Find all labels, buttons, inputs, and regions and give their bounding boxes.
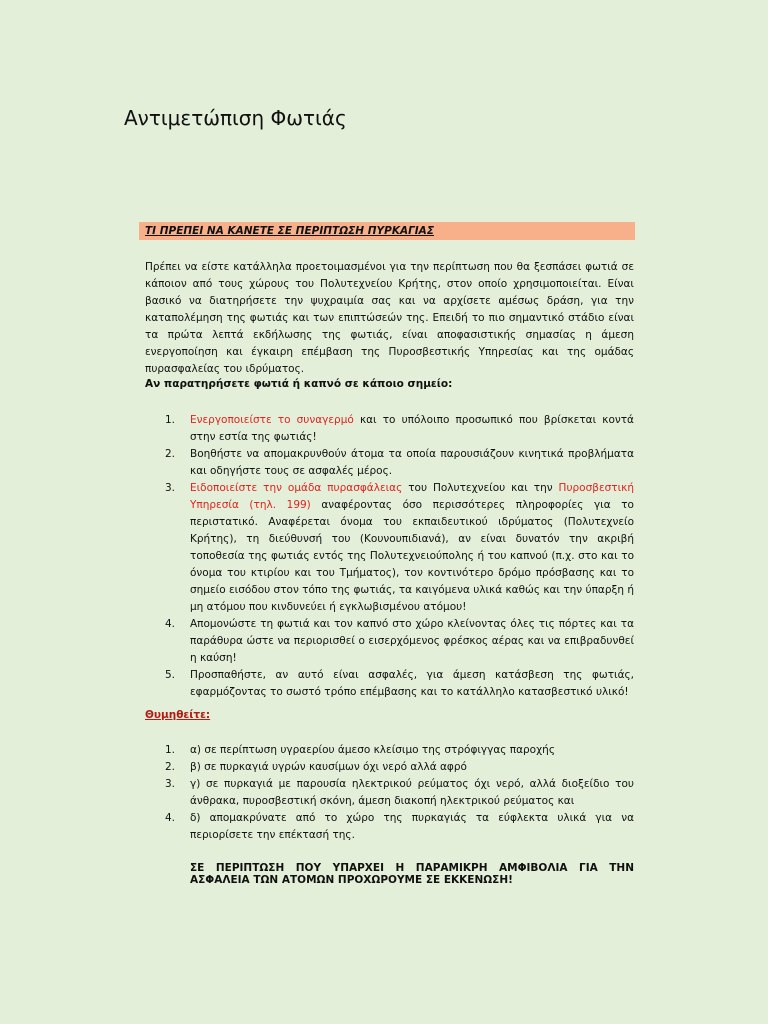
banner-heading: ΤΙ ΠΡΕΠΕΙ ΝΑ ΚΑΝΕΤΕ ΣΕ ΠΕΡΙΠΤΩΣΗ ΠΥΡΚΑΓΙΑΣ	[145, 225, 434, 237]
list-item	[165, 776, 634, 810]
item-text: α) σε περίπτωση υγραερίου άμεσο κλείσιμο της στρόφιγγας παροχής	[190, 744, 555, 756]
evacuation-warning: ΣΕ ΠΕΡΙΠΤΩΣΗ ΠΟΥ ΥΠΑΡΧΕΙ Η ΠΑΡΑΜΙΚΡΗ ΑΜΦΙΒΟΛΙΑ ΓΙΑ ΤΗΝ ΑΣΦΑΛΕΙΑ ΤΩΝ ΑΤΟΜΩΝ ΠΡΟΧΩΡΟΥΜΕ ΣΕ ΕΚΚΕΝΩΣΗ!	[190, 862, 634, 886]
list-number: 4.	[165, 618, 176, 630]
list-item	[165, 480, 634, 616]
highlighted-text: Πυροσβεστική Υπηρεσία (τηλ. 199)	[190, 482, 635, 511]
item-text: γ) σε πυρκαγιά με παρουσία ηλεκτρικού ρεύματος όχι νερό, αλλά διοξείδιο του άνθρακα, πυροσβεστική σκόνη, άμεση διακοπή ηλεκτρικού ρεύματος και	[190, 778, 634, 807]
section-banner	[139, 222, 635, 240]
list-number: 3.	[165, 778, 176, 790]
list-item	[165, 667, 634, 701]
steps-list	[165, 412, 634, 701]
item-text: και το υπόλοιπο προσωπικό που βρίσκεται κοντά στην εστία της φωτιάς!	[190, 414, 634, 443]
intro-paragraph: Πρέπει να είστε κατάλληλα προετοιμασμένοι για την περίπτωση που θα ξεσπάσει φωτιά σε κάποιον από τους χώρους του Πολυτεχνείου Κρήτης, στον οποίο χρησιμοποιείται. Είναι βασικό να διατηρήσετε την ψυχραιμία σας και να αρχίσετε αμέσως δράση, για την καταπολέμηση της φωτιάς και των επιπτώσεών της. Επειδή το πιο σημαντικό στάδιο είναι τα πρώτα λεπτά εκδήλωσης της φωτιάς, είναι αποφασιστικής σημασίας η άμεση ενεργοποίηση και έγκαιρη επέμβαση της Πυροσβεστικής Υπηρεσίας και της ομάδας πυρασφαλείας του ιδρύματος.	[145, 261, 634, 375]
item-text: Βοηθήστε να απομακρυνθούν άτομα τα οποία παρουσιάζουν κινητικά προβλήματα και οδηγήστε τους σε ασφαλές μέρος.	[190, 448, 634, 477]
list-item	[165, 759, 634, 776]
list-number: 2.	[165, 448, 176, 460]
item-text: του Πολυτεχνείου και την	[402, 482, 559, 494]
remember-heading: Θυμηθείτε:	[145, 709, 211, 721]
list-item	[165, 446, 634, 480]
highlighted-text: Ενεργοποιείστε το συναγερμό	[190, 414, 354, 426]
list-number: 5.	[165, 669, 176, 681]
steps-subheading: Αν παρατηρήσετε φωτιά ή καπνό σε κάποιο σημείο:	[145, 378, 453, 390]
highlighted-text: Ειδοποιείστε την ομάδα πυρασφάλειας	[190, 482, 403, 494]
list-number: 1.	[165, 744, 176, 756]
item-text: β) σε πυρκαγιά υγρών καυσίμων όχι νερό αλλά αφρό	[190, 761, 467, 773]
item-text: αναφέροντας όσο περισσότερες πληροφορίες για το περιστατικό. Αναφέρεται όνομα του εκπαιδευτικού ιδρύματος (Πολυτεχνείο Κρήτης), τη διεύθυνσή του (Κουνουπιδιανά), αν είναι δυνατόν την ακριβή τοποθεσία της φωτιάς εντός της Πολυτεχνειούπολης ή του καπνού (π.χ. στο και το όνομα του κτιρίου και του Τμήματος), τον κοντινότερο δρόμο πρόσβασης και το σημείο εισόδου στον τόπο της φωτιάς, τα καιγόμενα υλικά καθώς και την ύπαρξη ή μη ατόμου που κινδυνεύει ή εγκλωβισμένου ατόμου!	[190, 499, 634, 613]
item-text: Προσπαθήστε, αν αυτό είναι ασφαλές, για άμεση κατάσβεση της φωτιάς, εφαρμόζοντας το σωστό τρόπο επέμβασης και το κατάλληλο κατασβεστικό υλικό!	[190, 669, 634, 698]
list-item	[165, 810, 634, 844]
list-item	[165, 412, 634, 446]
list-number: 3.	[165, 482, 176, 494]
list-item	[165, 616, 634, 667]
list-number: 1.	[165, 414, 176, 426]
tips-list	[165, 742, 634, 844]
item-text: δ) απομακρύνατε από το χώρο της πυρκαγιάς τα εύφλεκτα υλικά για να περιορίσετε την επέκτασή της.	[190, 812, 634, 841]
item-text: Απομονώστε τη φωτιά και τον καπνό στο χώρο κλείνοντας όλες τις πόρτες και τα παράθυρα ώστε να περιορισθεί ο εισερχόμενος φρέσκος αέρας και να επιβραδυνθεί η καύση!	[190, 618, 634, 664]
list-number: 2.	[165, 761, 176, 773]
list-item	[165, 742, 634, 759]
list-number: 4.	[165, 812, 176, 824]
page-title: Αντιμετώπιση Φωτιάς	[124, 106, 347, 130]
